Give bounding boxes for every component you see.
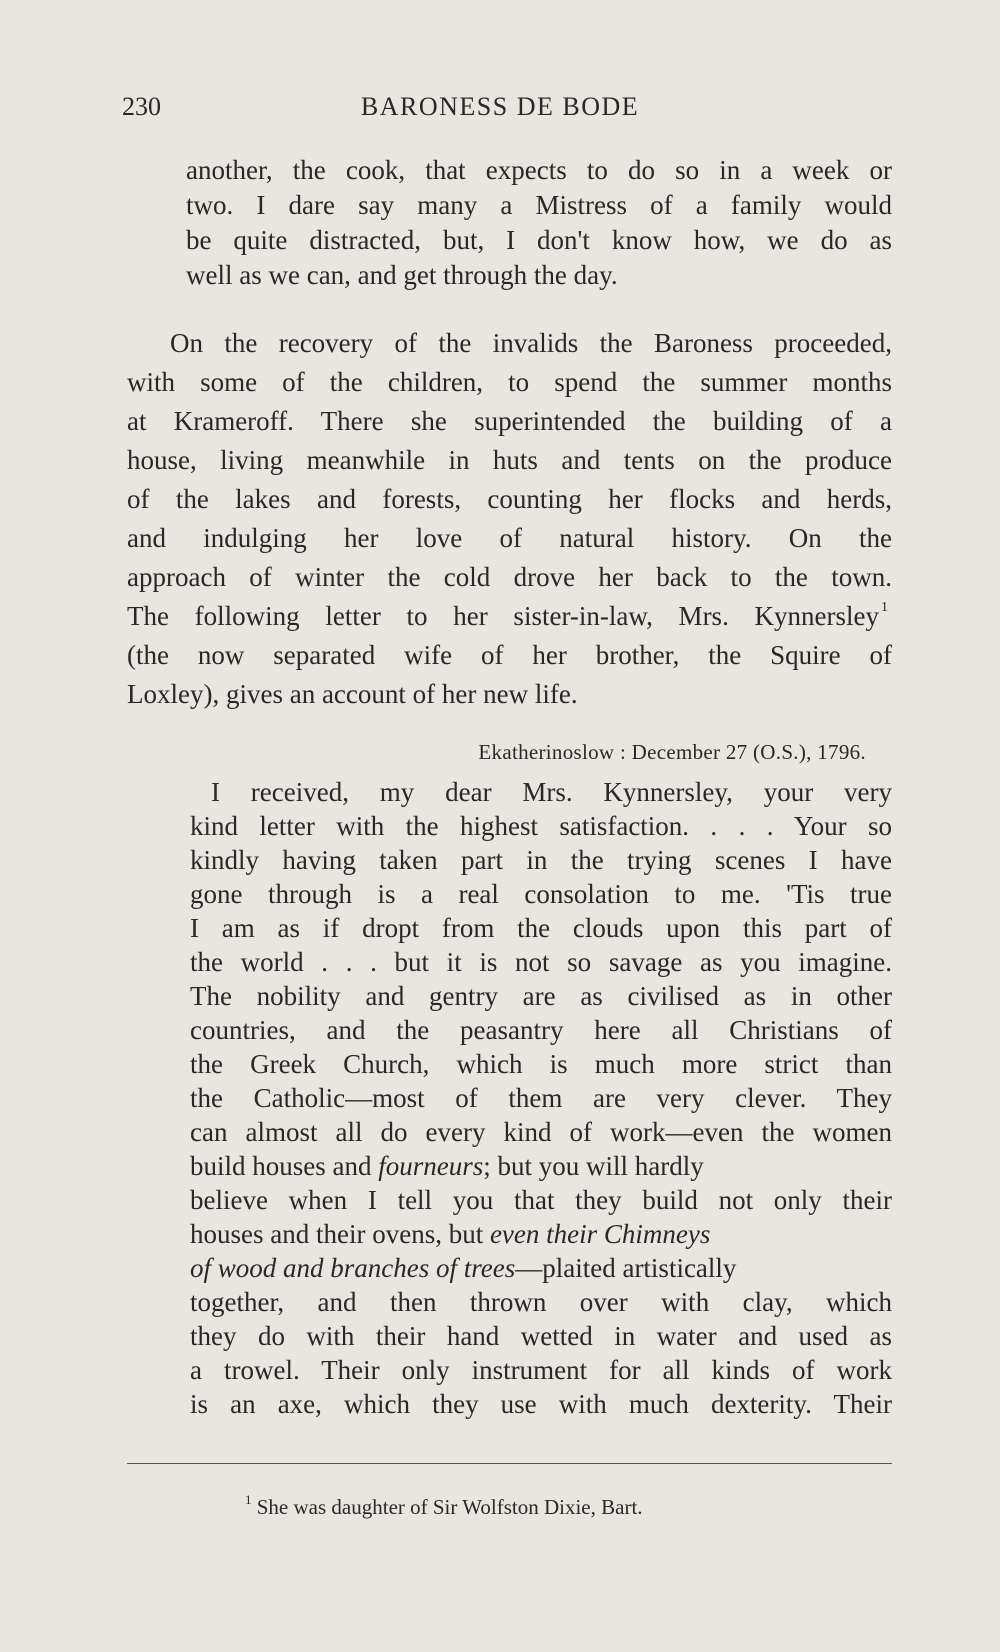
italic-phrase: even their Chimneys — [489, 1219, 711, 1249]
footnote-rule — [127, 1463, 892, 1464]
page-number: 230 — [122, 92, 161, 121]
text-line — [190, 1251, 892, 1285]
text-line: a trowel. Their only instrument for all kinds of work — [190, 1355, 892, 1385]
text-line: countries, and the peasantry here all Christians of — [190, 1015, 892, 1045]
text-line: the Greek Church, which is much more strict than — [190, 1049, 892, 1079]
text-line: of the lakes and forests, counting her flocks and herds, — [127, 484, 892, 514]
text-line — [190, 1149, 892, 1183]
italic-phrase: of wood and branches of trees — [190, 1253, 516, 1283]
text-line: can almost all do every kind of work—even the women — [190, 1117, 892, 1147]
text-line: kindly having taken part in the trying scenes I have — [190, 845, 892, 875]
footnote-reference: 1 — [881, 600, 888, 615]
letter-dateline: Ekatherinoslow : December 27 (O.S.), 1796. — [478, 740, 866, 764]
text-line: well as we can, and get through the day. — [186, 260, 618, 290]
footnote-text: She was daughter of Sir Wolfston Dixie, Bart. — [256, 1495, 643, 1519]
text-segment: houses and their ovens, but — [190, 1219, 484, 1249]
text-line: together, and then thrown over with clay, which — [190, 1287, 892, 1317]
text-line: On the recovery of the invalids the Baroness proceeded, — [170, 328, 892, 358]
text-segment: ; but you will hardly — [483, 1151, 704, 1181]
text-line: is an axe, which they use with much dexterity. Their — [190, 1389, 892, 1419]
footnote — [245, 1492, 643, 1520]
text-line: the world . . . but it is not so savage as you imagine. — [190, 947, 892, 977]
text-line: kind letter with the highest satisfaction. . . . Your so — [190, 811, 892, 841]
text-line: approach of winter the cold drove her back to the town. — [127, 562, 892, 592]
text-line: house, living meanwhile in huts and tents on the produce — [127, 445, 892, 475]
text-segment: build houses and — [190, 1151, 372, 1181]
text-line: gone through is a real consolation to me. 'Tis true — [190, 879, 892, 909]
text-line: at Krameroff. There she superintended the building of a — [127, 406, 892, 436]
text-line: Loxley), gives an account of her new life. — [127, 679, 578, 709]
text-line: the Catholic—most of them are very clever. They — [190, 1083, 892, 1113]
text-line: I am as if dropt from the clouds upon this part of — [190, 913, 892, 943]
footnote-mark: 1 — [245, 1492, 252, 1507]
text-line: The nobility and gentry are as civilised as in other — [190, 981, 892, 1011]
text-line: and indulging her love of natural history. On the — [127, 523, 892, 553]
text-line: be quite distracted, but, I don't know how, we do as — [186, 225, 892, 255]
text-segment: —plaited artistically — [515, 1253, 737, 1283]
italic-word: fourneurs — [378, 1151, 484, 1181]
text-line: (the now separated wife of her brother, the Squire of — [127, 640, 892, 670]
running-title: BARONESS DE BODE — [360, 92, 640, 121]
text-line: The following letter to her sister-in-law, Mrs. Kynnersley — [127, 601, 879, 631]
text-line — [190, 1217, 892, 1251]
text-line: two. I dare say many a Mistress of a family would — [186, 190, 892, 220]
text-line: I received, my dear Mrs. Kynnersley, your very — [211, 777, 892, 807]
text-line: another, the cook, that expects to do so in a week or — [186, 155, 892, 185]
text-line: they do with their hand wetted in water and used as — [190, 1321, 892, 1351]
running-head — [0, 92, 1000, 132]
text-line: believe when I tell you that they build not only their — [190, 1185, 892, 1215]
text-line: with some of the children, to spend the summer months — [127, 367, 892, 397]
